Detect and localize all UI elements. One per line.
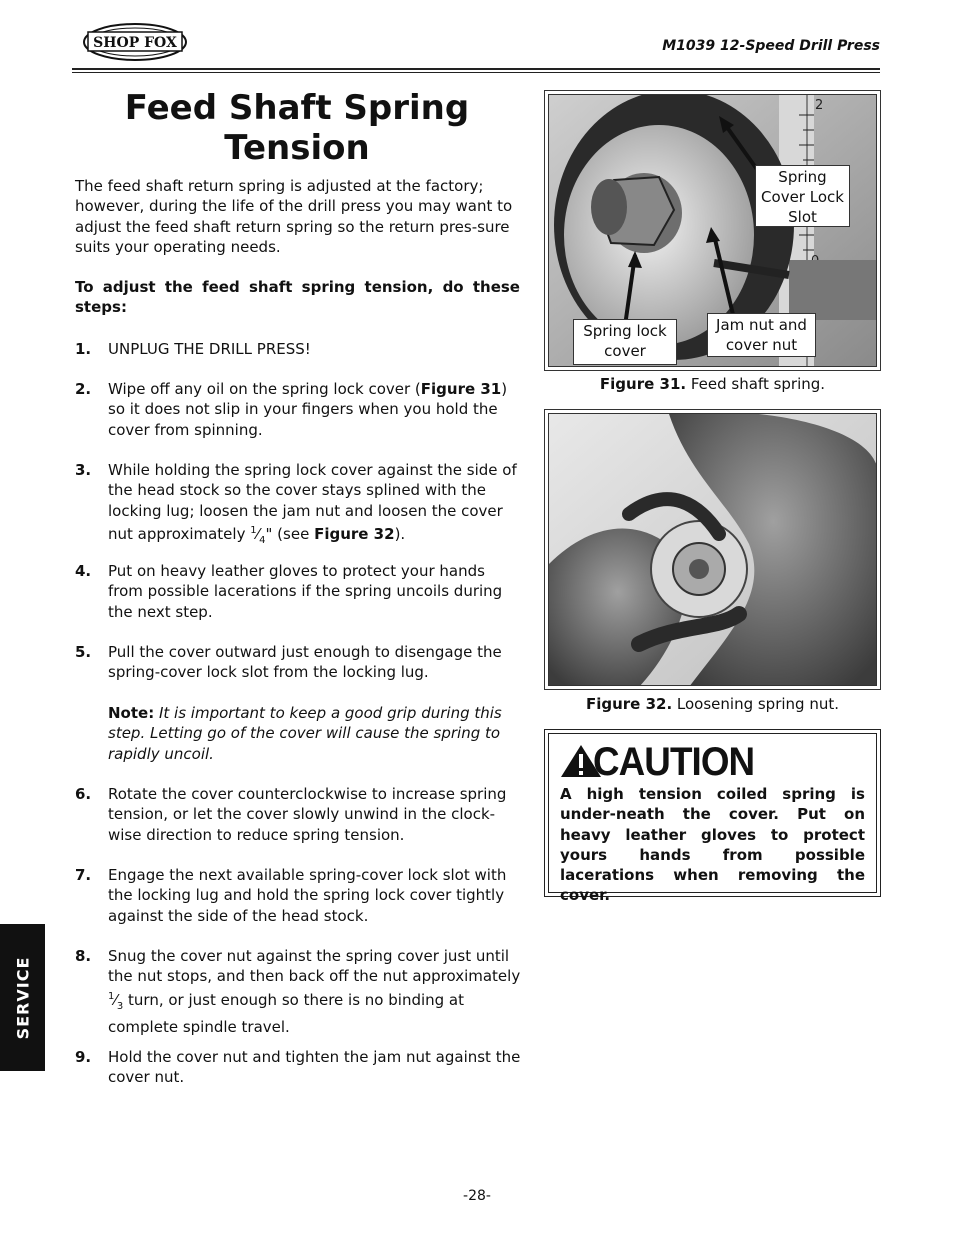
callout-spring-lock-cover: Spring lock cover <box>573 319 677 365</box>
title-line-2: Tension <box>224 128 370 168</box>
intro-paragraph: The feed shaft return spring is adjusted at the factory; however, during the life of the drill press you may want to adjust the feed shaft return spring so the return pres-sure suits your operating needs. <box>75 177 513 256</box>
header-rule-thin <box>72 72 880 73</box>
title-line-1: Feed Shaft Spring <box>124 88 470 128</box>
note-label: Note: <box>108 704 155 722</box>
caution-heading: CAUTION <box>593 740 755 784</box>
figure-reference: Figure 32 <box>314 524 395 543</box>
step-text: Hold the cover nut and tighten the jam nut against the cover nut. <box>108 1048 521 1087</box>
header-rule <box>72 68 880 70</box>
step-number: 2. <box>75 380 92 398</box>
steps-lead: To adjust the feed shaft spring tension, do these steps: <box>75 278 520 317</box>
step-number: 5. <box>75 643 92 661</box>
caution-box <box>544 729 881 905</box>
step-number: 1. <box>75 340 92 358</box>
step-number: 4. <box>75 562 92 580</box>
step-text: While holding the spring lock cover against the side of the head stock so the cover stays splined with the locking lug; loosen the jam nut and loosen the cover nut approximately $^1⁄_4$" (see Figure 32). <box>108 461 517 546</box>
document-title: M1039 12-Speed Drill Press <box>662 38 880 54</box>
note-text: It is important to keep a good grip during this step. Letting go of the cover will cause the spring to rapidly uncoil. <box>108 704 502 763</box>
page-number: -28- <box>463 1188 491 1204</box>
step-number: 9. <box>75 1048 92 1066</box>
logo-text: SHOP FOX <box>93 35 177 51</box>
section-tab-label: SERVICE <box>13 956 32 1039</box>
step-text: Snug the cover nut against the spring cover just until the nut stops, and then back off the nut approximately $^1⁄_3$ turn, or just enough so there is no binding at complete spindle travel. <box>108 947 521 1036</box>
figure-32 <box>544 409 881 690</box>
figure-31-photo <box>548 94 877 367</box>
callout-spring-cover-lock-slot: Spring Cover Lock Slot <box>755 165 850 227</box>
step-number: 3. <box>75 461 92 479</box>
step-number: 6. <box>75 785 92 803</box>
figure-31 <box>544 90 881 371</box>
figure-31-caption: Figure 31. Feed shaft spring. <box>599 375 826 393</box>
step-number: 8. <box>75 947 92 965</box>
shop-fox-logo <box>82 22 188 62</box>
step-text: UNPLUG THE DRILL PRESS! <box>108 340 311 358</box>
section-tab <box>0 924 45 1071</box>
step-text: Put on heavy leather gloves to protect your hands from possible lacerations if the spring uncoils during the next step. <box>108 562 503 621</box>
step-text: Wipe off any oil on the spring lock cover (Figure 31) so it does not slip in your fingers when you hold the cover from spinning. <box>108 380 508 439</box>
step-text: Engage the next available spring-cover lock slot with the locking lug and hold the spring lock cover tightly against the side of the head stock. <box>108 866 507 925</box>
step-text: Pull the cover outward just enough to disengage the spring-cover lock slot from the locking lug. <box>108 643 502 682</box>
note <box>108 703 521 764</box>
scale-label-2: 2 <box>815 98 824 113</box>
figure-reference: Figure 31 <box>420 380 502 398</box>
step-text: Rotate the cover counterclockwise to increase spring tension, or let the cover slowly unwind in the clock-wise direction to reduce spring tension. <box>108 785 507 844</box>
figure-32-photo <box>548 413 877 686</box>
caution-text: A high tension coiled spring is under-neath the cover. Put on heavy leather gloves to protect yours hands from possible lacerations when removing the cover. <box>560 785 865 905</box>
callout-jam-nut-cover-nut: Jam nut and cover nut <box>707 313 816 357</box>
page-title <box>74 88 520 168</box>
step-number: 7. <box>75 866 92 884</box>
figure-32-caption: Figure 32. Loosening spring nut. <box>585 695 840 713</box>
